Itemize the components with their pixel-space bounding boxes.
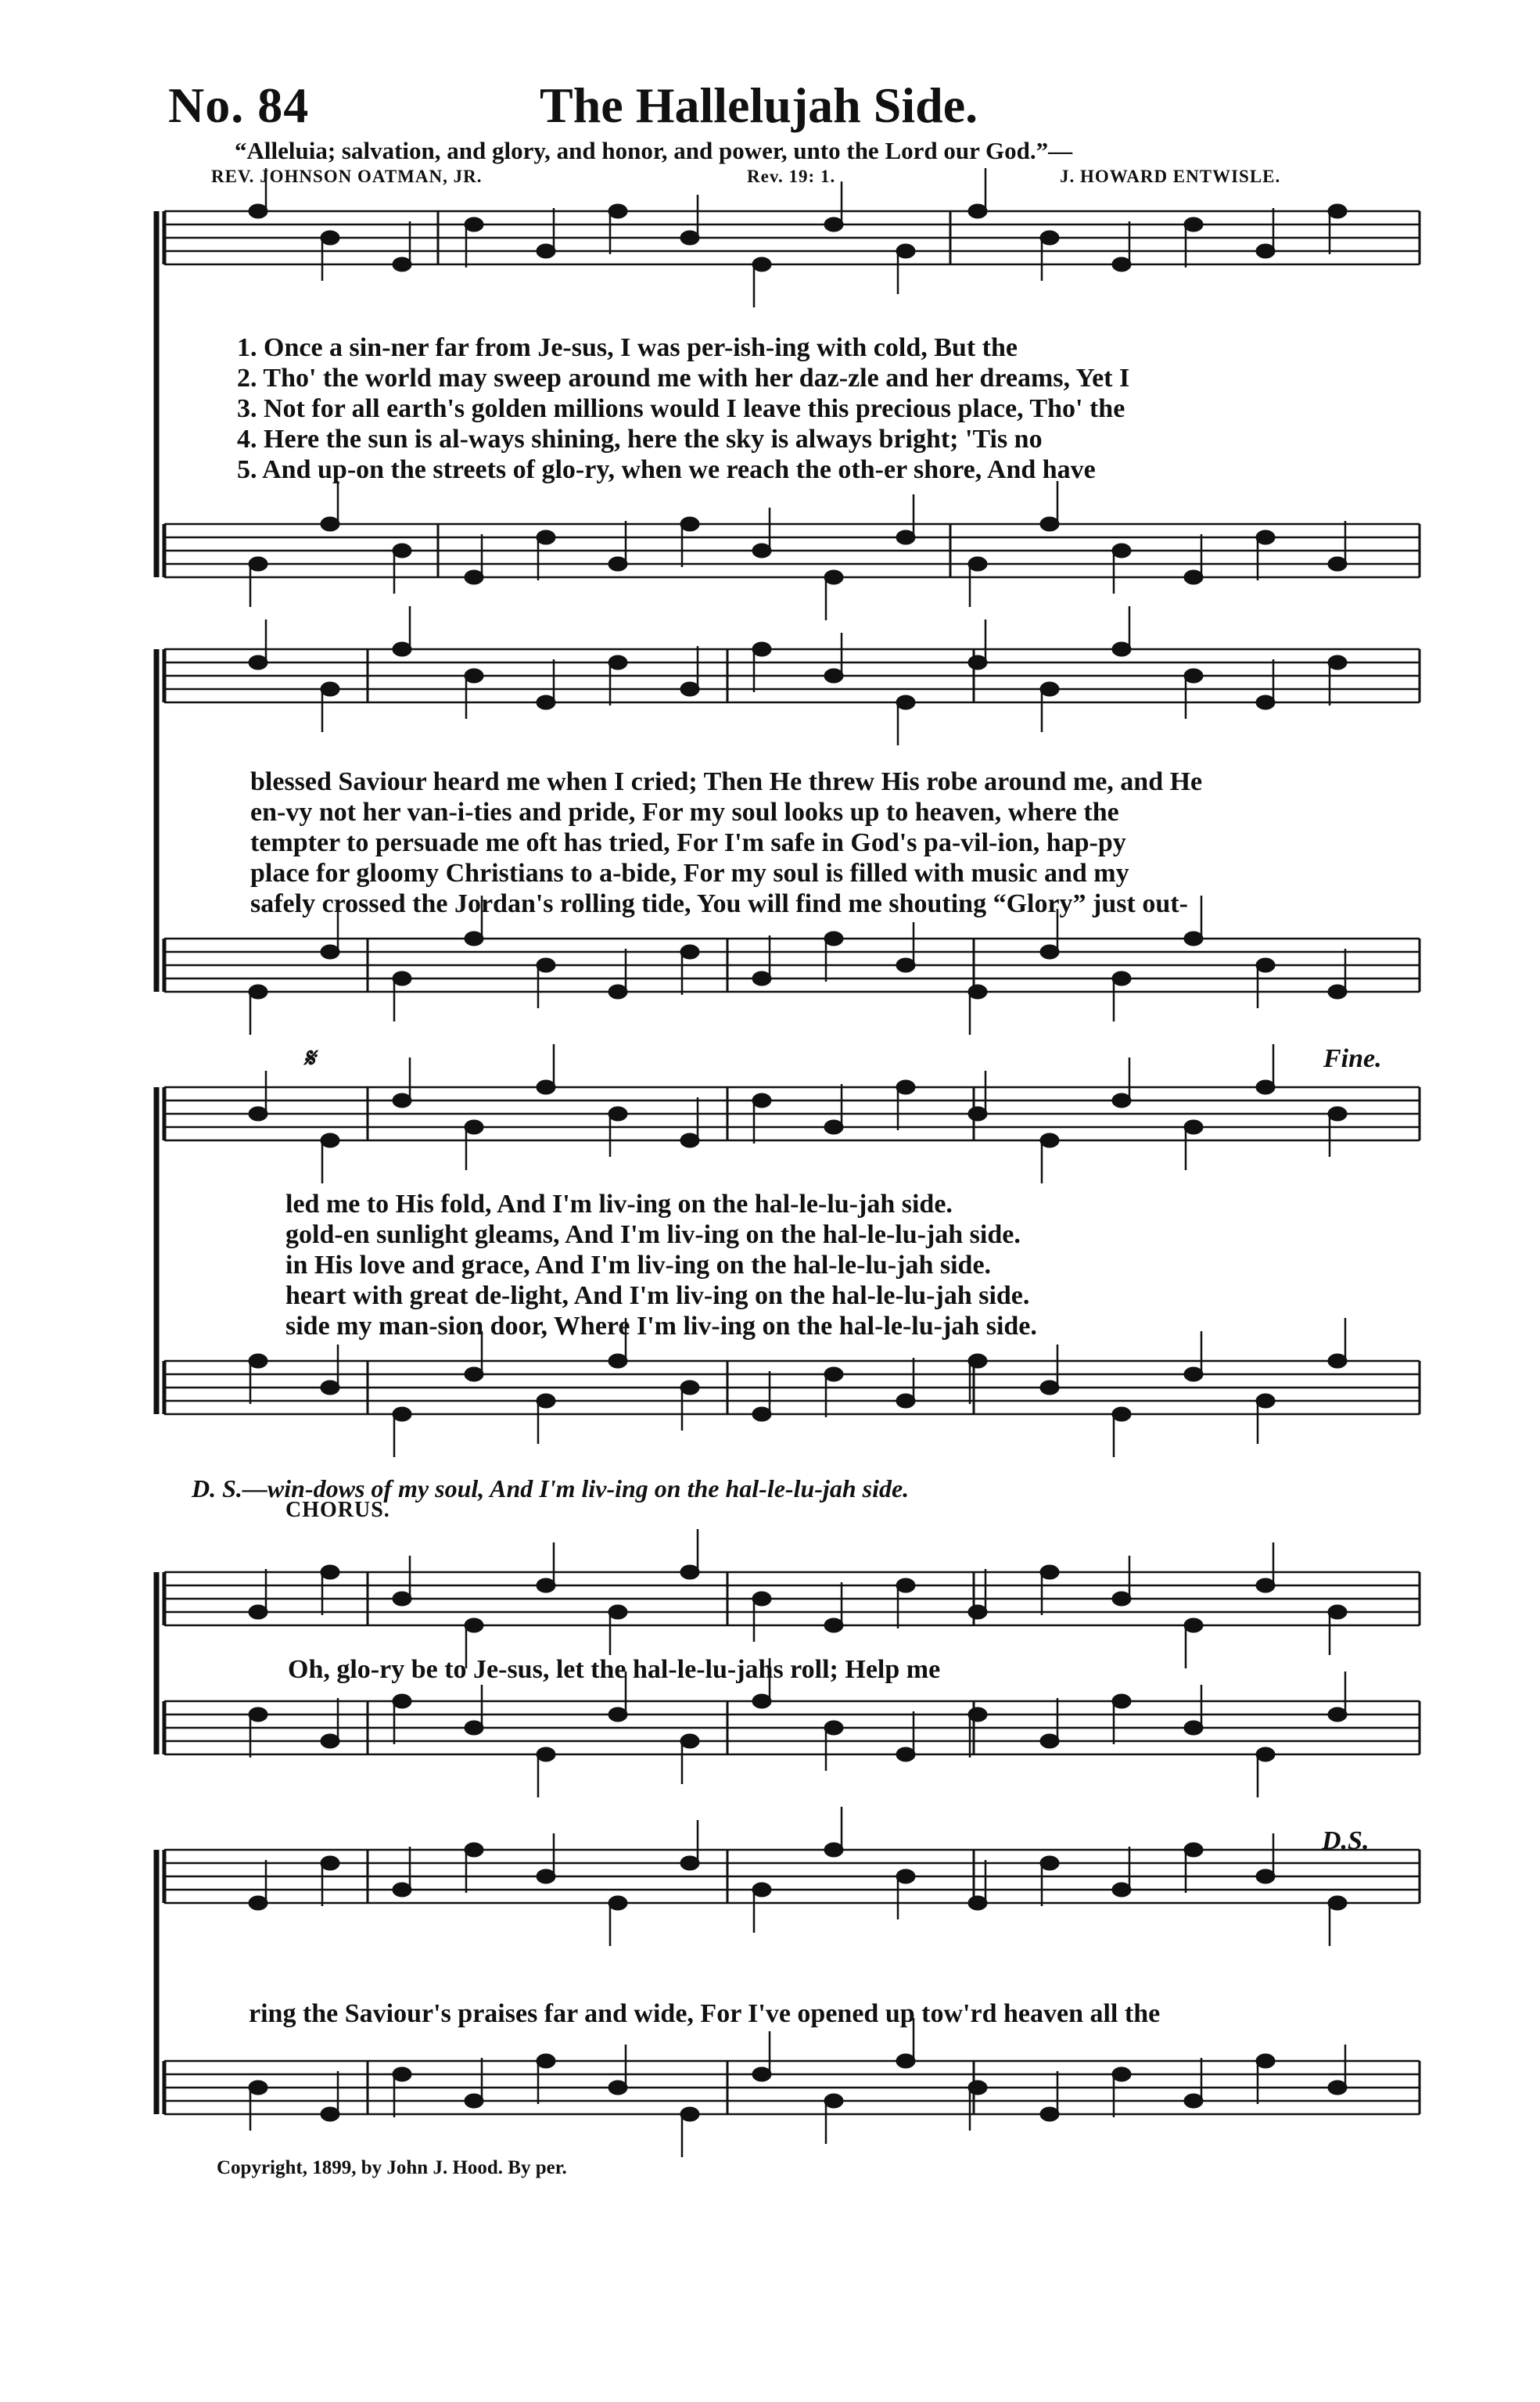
verse-lyrics-line3 <box>285 1189 1037 1341</box>
scripture-reference: Rev. 19: 1. <box>747 167 836 186</box>
lyric-v5-l1: 5. And up-on the streets of glo-ry, when we reach the oth-er shore, And have <box>237 455 1096 484</box>
copyright-notice: Copyright, 1899, by John J. Hood. By per. <box>217 2157 567 2178</box>
fine-marking: Fine. <box>1323 1044 1382 1073</box>
lyric-v4-l1: 4. Here the sun is al-ways shining, here the sky is always bright; 'Tis no <box>237 425 1043 454</box>
chorus-lyrics-line2: ring the Saviour's praises far and wide, For I've opened up tow'rd heaven all the <box>249 1999 1161 2028</box>
lyric-v1-l1: 1. Once a sin-ner far from Je-sus, I was per-ish-ing with cold, But the <box>237 333 1018 362</box>
chorus-label: CHORUS. <box>285 1498 390 1522</box>
composer-credit: J. HOWARD ENTWISLE. <box>1060 167 1281 186</box>
lyric-v1-l2: blessed Saviour heard me when I cried; Then He threw His robe around me, and He <box>250 767 1203 796</box>
lyric-v1-l3: led me to His fold, And I'm liv-ing on the hal-le-lu-jah side. <box>285 1190 953 1219</box>
ds-lyric-line: D. S.—win-dows of my soul, And I'm liv-ing on the hal-le-lu-jah side. <box>192 1474 910 1503</box>
scripture-quote: “Alleluia; salvation, and glory, and honor, and power, unto the Lord our God.”— <box>235 137 1073 164</box>
lyric-v3-l2: tempter to persuade me oft has tried, For I'm safe in God's pa-vil-ion, hap-py <box>250 828 1126 857</box>
lyric-v3-l1: 3. Not for all earth's golden millions would I leave this precious place, Tho' the <box>237 394 1125 423</box>
chorus-lyrics-line1: Oh, glo-ry be to Je-sus, let the hal-le-lu-jahs roll; Help me <box>288 1655 941 1684</box>
segno-sign: 𝄋 <box>303 1044 315 1073</box>
lyric-v4-l3: heart with great de-light, And I'm liv-ing on the hal-le-lu-jah side. <box>285 1281 1030 1310</box>
verse-lyrics-line1 <box>237 332 1129 485</box>
verse-lyrics-line2 <box>250 767 1202 919</box>
lyric-v5-l2: safely crossed the Jordan's rolling tide, You will find me shouting “Glory” just out- <box>250 889 1188 918</box>
lyric-v3-l3: in His love and grace, And I'm liv-ing on the hal-le-lu-jah side. <box>285 1251 992 1280</box>
lyric-v2-l1: 2. Tho' the world may sweep around me with her daz-zle and her dreams, Yet I <box>237 364 1130 393</box>
hymn-number: No. 84 <box>168 77 310 133</box>
lyric-v4-l2: place for gloomy Christians to a-bide, For my soul is filled with music and my <box>250 859 1129 888</box>
ds-end-marking: D.S. <box>1322 1826 1369 1855</box>
lyric-v5-l3: side my man-sion door, Where I'm liv-ing on the hal-le-lu-jah side. <box>285 1312 1037 1341</box>
lyric-v2-l3: gold-en sunlight gleams, And I'm liv-ing on the hal-le-lu-jah side. <box>285 1220 1021 1249</box>
lyricist-credit: REV. JOHNSON OATMAN, JR. <box>211 167 483 186</box>
hymn-title: The Hallelujah Side. <box>540 77 978 133</box>
lyric-v2-l2: en-vy not her van-i-ties and pride, For my soul looks up to heaven, where the <box>250 798 1119 827</box>
